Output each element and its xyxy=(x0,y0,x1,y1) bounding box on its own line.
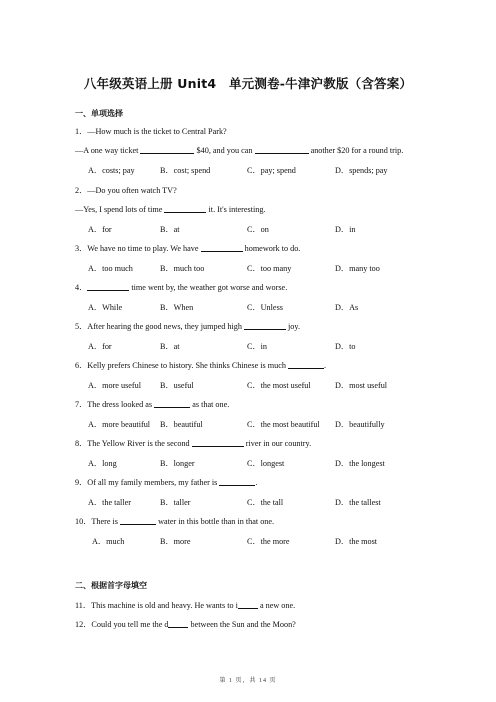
option-d: D．the tallest xyxy=(335,498,381,507)
option-a: A．the taller xyxy=(88,498,131,507)
question-number: 4． xyxy=(75,283,88,292)
answer-blank xyxy=(87,282,129,291)
question-8 xyxy=(75,438,311,449)
option-d: D．most useful xyxy=(335,381,388,390)
option-a: A．While xyxy=(88,303,123,312)
question-number: 3． xyxy=(75,244,88,253)
question-9 xyxy=(75,477,257,488)
option-d: D．spends; pay xyxy=(335,166,388,175)
question-text: a new one. xyxy=(257,601,296,610)
question-text: Of all my family members, my father is xyxy=(87,478,220,487)
option-a: A．more useful xyxy=(88,381,141,390)
option-b: B．When xyxy=(160,303,194,312)
question-text: There is xyxy=(91,517,121,526)
question-text: —A one way ticket xyxy=(75,146,141,155)
page-footer: 第 1 页，共 14 页 xyxy=(219,678,277,684)
option-b: B．cost; spend xyxy=(160,166,211,175)
option-b: B．longer xyxy=(160,459,195,468)
option-d: D．As xyxy=(335,303,359,312)
question-number: 7． xyxy=(75,400,88,409)
question-12 xyxy=(75,619,296,630)
question-text: After hearing the good news, they jumped high xyxy=(87,322,244,331)
question-text: time went by, the weather got worse and worse. xyxy=(129,283,288,292)
question-text: water in this bottle than in that one. xyxy=(156,517,275,526)
option-c: C．too many xyxy=(247,264,292,273)
question-text: . xyxy=(255,478,258,487)
question-number: 5． xyxy=(75,322,88,331)
answer-blank xyxy=(164,204,206,213)
option-b: B．more xyxy=(160,537,191,546)
question-2 xyxy=(75,185,177,196)
question-4 xyxy=(75,282,287,293)
option-c: C．the tall xyxy=(247,498,284,507)
question-text: —Do you often watch TV? xyxy=(87,186,177,195)
question-1-line-2 xyxy=(75,145,403,155)
option-c: C．the most beautiful xyxy=(247,420,320,429)
answer-blank xyxy=(201,243,243,252)
section-heading-single-choice: 一、单项选择 xyxy=(75,109,123,118)
option-a: A．much xyxy=(92,537,125,546)
option-b: B．at xyxy=(160,342,180,351)
question-text: river in our country. xyxy=(243,439,312,448)
question-1 xyxy=(75,126,227,137)
answer-blank xyxy=(140,145,194,154)
option-a: A．for xyxy=(88,225,112,234)
option-d: D．beautifully xyxy=(335,420,385,429)
option-c: C．the more xyxy=(247,537,290,546)
question-text: This machine is old and heavy. He wants to i xyxy=(91,601,238,610)
answer-blank xyxy=(244,321,286,330)
answer-blank xyxy=(219,477,258,487)
option-c: C．the most useful xyxy=(247,381,311,390)
option-d: D．the most xyxy=(335,537,378,546)
question-text: The Yellow River is the second xyxy=(87,439,192,448)
option-c: C．Unless xyxy=(247,303,283,312)
option-d: D．many too xyxy=(335,264,380,273)
question-text: as that one. xyxy=(190,400,230,409)
question-11 xyxy=(75,600,295,611)
question-text: We have no time to play. We have xyxy=(87,244,201,253)
section-heading-initial-letter-fill: 二、根据首字母填空 xyxy=(75,581,147,590)
answer-blank xyxy=(192,438,244,447)
option-d: D．in xyxy=(335,225,356,234)
answer-blank xyxy=(255,145,309,154)
answer-blank xyxy=(238,600,258,609)
option-c: C．pay; spend xyxy=(247,166,296,175)
option-b: B．taller xyxy=(160,498,191,507)
question-number: 8． xyxy=(75,439,88,448)
question-text: between the Sun and the Moon? xyxy=(188,620,296,629)
option-a: A．costs; pay xyxy=(88,166,135,175)
question-6 xyxy=(75,360,326,371)
option-a: A．for xyxy=(88,342,112,351)
question-3 xyxy=(75,243,300,254)
question-text: $40, and you can xyxy=(194,146,255,155)
option-a: A．too much xyxy=(88,264,133,273)
option-c: C．longest xyxy=(247,459,285,468)
question-text: it. It's interesting. xyxy=(206,205,266,214)
option-d: D．to xyxy=(335,342,356,351)
question-number: 12． xyxy=(75,620,92,629)
answer-blank xyxy=(168,619,188,628)
option-b: B．much too xyxy=(160,264,205,273)
question-text: —Yes, I spend lots of time xyxy=(75,205,165,214)
answer-blank xyxy=(288,360,327,370)
question-number: 1． xyxy=(75,127,88,136)
question-number: 10． xyxy=(75,517,92,526)
question-2-line-2 xyxy=(75,204,265,214)
question-number: 2． xyxy=(75,186,88,195)
option-c: C．in xyxy=(247,342,268,351)
option-a: A．long xyxy=(88,459,117,468)
question-7 xyxy=(75,399,229,410)
option-b: B．useful xyxy=(160,381,194,390)
option-a: A．more beautiful xyxy=(88,420,151,429)
answer-blank xyxy=(154,399,190,408)
question-number: 6． xyxy=(75,361,88,370)
option-b: B．at xyxy=(160,225,180,234)
question-text: Could you tell me the d xyxy=(91,620,169,629)
document-title: 八年级英语上册 Unit4 单元测卷-牛津沪教版（含答案） xyxy=(83,76,413,91)
question-text: —How much is the ticket to Central Park? xyxy=(87,127,227,136)
question-10 xyxy=(75,516,274,527)
question-text: . xyxy=(324,361,327,370)
question-text: another $20 for a round trip. xyxy=(308,146,404,155)
question-text: homework to do. xyxy=(242,244,301,253)
option-d: D．the longest xyxy=(335,459,385,468)
question-number: 9． xyxy=(75,478,88,487)
question-text: The dress looked as xyxy=(87,400,155,409)
option-b: B．beautiful xyxy=(160,420,203,429)
question-text: joy. xyxy=(285,322,300,331)
question-text: Kelly prefers Chinese to history. She thinks Chinese is much xyxy=(87,361,289,370)
question-number: 11． xyxy=(75,601,92,610)
answer-blank xyxy=(120,516,156,525)
question-5 xyxy=(75,321,300,332)
option-c: C．on xyxy=(247,225,269,234)
